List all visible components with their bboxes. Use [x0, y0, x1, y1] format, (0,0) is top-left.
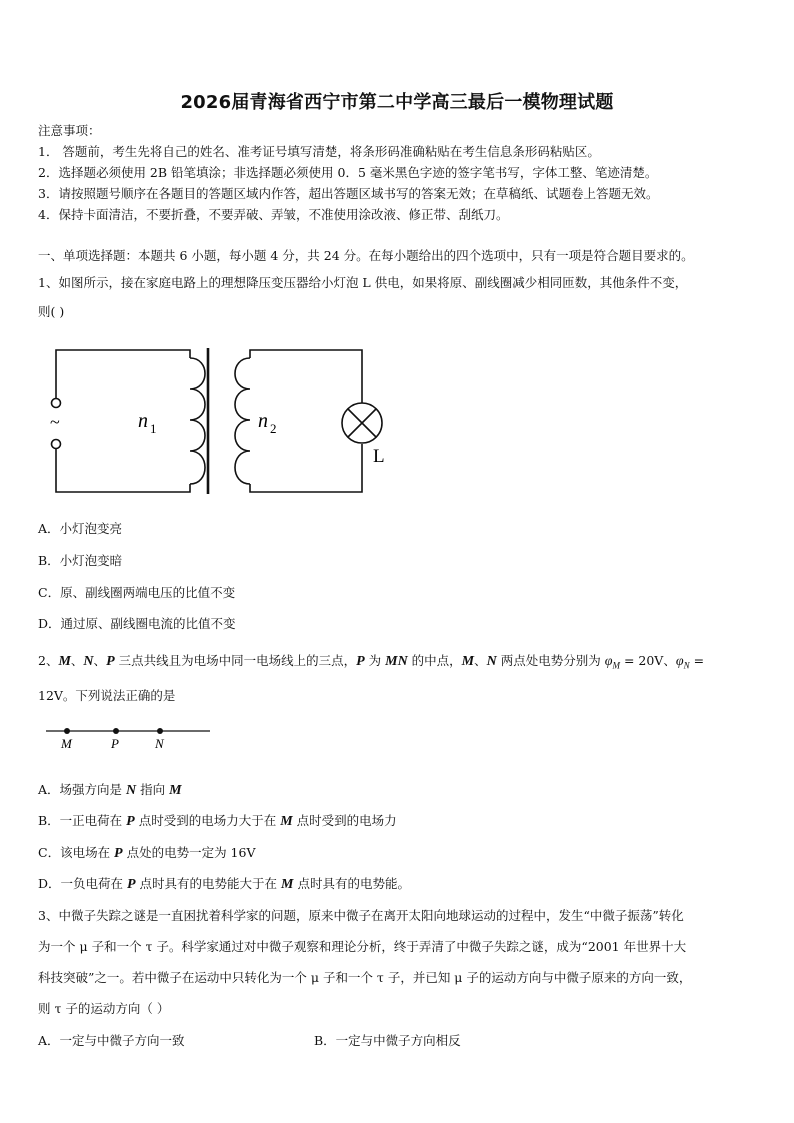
notice-item-1: 1． 答题前，考生先将自己的姓名、准考证号填写清楚，将条形码准确粘贴在考生信息条形码粘贴区。 [38, 144, 600, 159]
field-line-figure [40, 722, 215, 754]
terminal-top [52, 399, 61, 408]
secondary-wire-top [250, 350, 362, 403]
label-p: P [111, 736, 119, 751]
page-title: 2026届青海省西宁市第二中学高三最后一模物理试题 [180, 92, 614, 113]
point-m [64, 728, 70, 734]
q2-option-b: B．一正电荷在 P 点时受到的电场力大于在 M 点时受到的电场力 [38, 813, 397, 829]
label-n2: n [258, 410, 268, 432]
primary-coil [190, 358, 205, 484]
point-n [157, 728, 163, 734]
q1-option-c: C．原、副线圈两端电压的比值不变 [38, 585, 236, 600]
notice-item-4: 4．保持卡面清洁，不要折叠，不要弄破、弄皱，不准使用涂改液、修正带、刮纸刀。 [38, 207, 509, 222]
ac-source-symbol: ~ [50, 412, 60, 432]
q2-stem-line1: 2、M、N、P 三点共线且为电场中同一电场线上的三点，P 为 MN 的中点，M、N 两点处电势分别为 $\varphi_M = 20V$、$\varphi_N$ = [38, 653, 705, 671]
q3-option-b: B．一定与中微子方向相反 [314, 1033, 461, 1048]
label-m: M [61, 736, 72, 751]
q3-stem-line4: 则 τ 子的运动方向（ ） [38, 1001, 170, 1016]
q2-option-d: D．一负电荷在 P 点时具有的电势能大于在 M 点时具有的电势能。 [38, 876, 410, 892]
label-lamp: L [373, 446, 385, 467]
label-n1: n [138, 410, 148, 432]
q3-option-a: A．一定与中微子方向一致 [38, 1033, 185, 1048]
notice-item-2: 2．选择题必须使用 2B 铅笔填涂；非选择题必须使用 0．5 毫米黑色字迹的签字笔书写，字体工整、笔迹清楚。 [38, 165, 658, 180]
primary-wire-top [56, 350, 190, 398]
q1-option-d: D．通过原、副线圈电流的比值不变 [38, 616, 236, 631]
secondary-coil [235, 358, 250, 484]
q2-stem-line2: 12V。下列说法正确的是 [38, 688, 176, 703]
q1-option-a: A．小灯泡变亮 [38, 521, 123, 536]
q1-stem-line2: 则( ) [38, 304, 65, 319]
q1-option-b: B．小灯泡变暗 [38, 553, 123, 568]
q2-option-c: C．该电场在 P 点处的电势一定为 16V [38, 845, 256, 861]
q1-stem-line1: 1、如图所示，接在家庭电路上的理想降压变压器给小灯泡 L 供电，如果将原、副线圈减少相同匝数，其他条件不变， [38, 275, 688, 290]
primary-wire-bottom [56, 447, 190, 492]
transformer-circuit-figure [40, 340, 385, 502]
q2-option-a: A．场强方向是 N 指向 M [38, 782, 182, 798]
secondary-wire-bottom [250, 444, 362, 492]
q3-stem-line3: 科技突破”之一。若中微子在运动中只转化为一个 μ 子和一个 τ 子，并已知 μ 子的运动方向与中微子原来的方向一致， [38, 970, 692, 985]
terminal-bottom [52, 440, 61, 449]
label-n: N [155, 736, 164, 751]
label-n1-sub: 1 [150, 421, 157, 436]
notice-item-3: 3．请按照题号顺序在各题目的答题区域内作答，超出答题区域书写的答案无效；在草稿纸、试题卷上答题无效。 [38, 186, 659, 201]
label-n2-sub: 2 [270, 421, 277, 436]
notice-heading: 注意事项： [38, 123, 101, 138]
point-p [113, 728, 119, 734]
q3-stem-line2: 为一个 μ 子和一个 τ 子。科学家通过对中微子观察和理论分析，终于弄清了中微子失踪之谜，成为“2001 年世界十大 [38, 939, 687, 954]
section-heading: 一、单项选择题：本题共 6 小题，每小题 4 分，共 24 分。在每小题给出的四个选项中，只有一项是符合题目要求的。 [38, 248, 694, 263]
q3-stem-line1: 3、中微子失踪之谜是一直困扰着科学家的问题，原来中微子在离开太阳向地球运动的过程中，发生“中微子振荡”转化 [38, 908, 684, 923]
